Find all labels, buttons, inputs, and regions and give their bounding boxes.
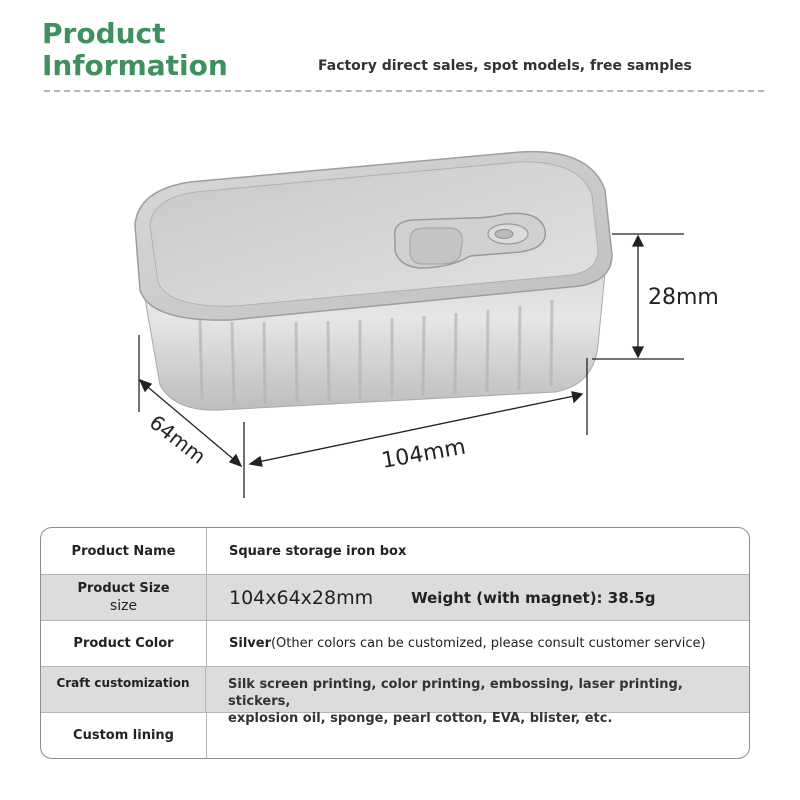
spec-label-color: Product Color bbox=[41, 621, 207, 666]
craft-line-2: explosion oil, sponge, pearl cotton, EVA, blister, etc. bbox=[228, 711, 613, 726]
spec-value-color bbox=[207, 621, 749, 666]
craft-line-1: Silk screen printing, color printing, embossing, laser printing, stickers, bbox=[228, 677, 683, 709]
size-value: 104x64x28mm bbox=[229, 586, 374, 609]
width-label: 64mm bbox=[144, 410, 211, 469]
tagline: Factory direct sales, spot models, free samples bbox=[318, 58, 692, 74]
spec-label-craft: Craft customization bbox=[41, 667, 206, 712]
spec-label-lining: Custom lining bbox=[41, 713, 207, 758]
product-illustration bbox=[0, 110, 800, 520]
color-value: Silver bbox=[229, 636, 271, 651]
spec-row-color bbox=[41, 620, 749, 666]
spec-table bbox=[40, 527, 750, 759]
spec-label-size-main: Product Size bbox=[77, 581, 170, 596]
header-divider bbox=[44, 90, 764, 92]
title-line-2: Information bbox=[42, 49, 228, 82]
spec-value-size bbox=[207, 575, 749, 620]
spec-value-lining bbox=[207, 713, 749, 758]
spec-value-name: Square storage iron box bbox=[229, 543, 407, 559]
spec-row-craft bbox=[41, 666, 749, 726]
page-title bbox=[42, 18, 228, 82]
spec-row-size bbox=[41, 574, 749, 620]
spec-row-name bbox=[41, 528, 749, 574]
spec-value-craft bbox=[206, 667, 749, 726]
title-line-1: Product bbox=[42, 17, 166, 50]
spec-label-name: Product Name bbox=[41, 528, 207, 574]
tin-box-image bbox=[135, 152, 612, 410]
length-label: 104mm bbox=[379, 434, 468, 474]
spec-label-size-sub: size bbox=[109, 598, 138, 614]
weight-value: Weight (with magnet): 38.5g bbox=[411, 588, 656, 607]
spec-row-lining bbox=[41, 712, 749, 758]
color-note: (Other colors can be customized, please consult customer service) bbox=[270, 636, 706, 651]
height-label: 28mm bbox=[648, 285, 719, 310]
spec-label-size bbox=[41, 575, 207, 620]
